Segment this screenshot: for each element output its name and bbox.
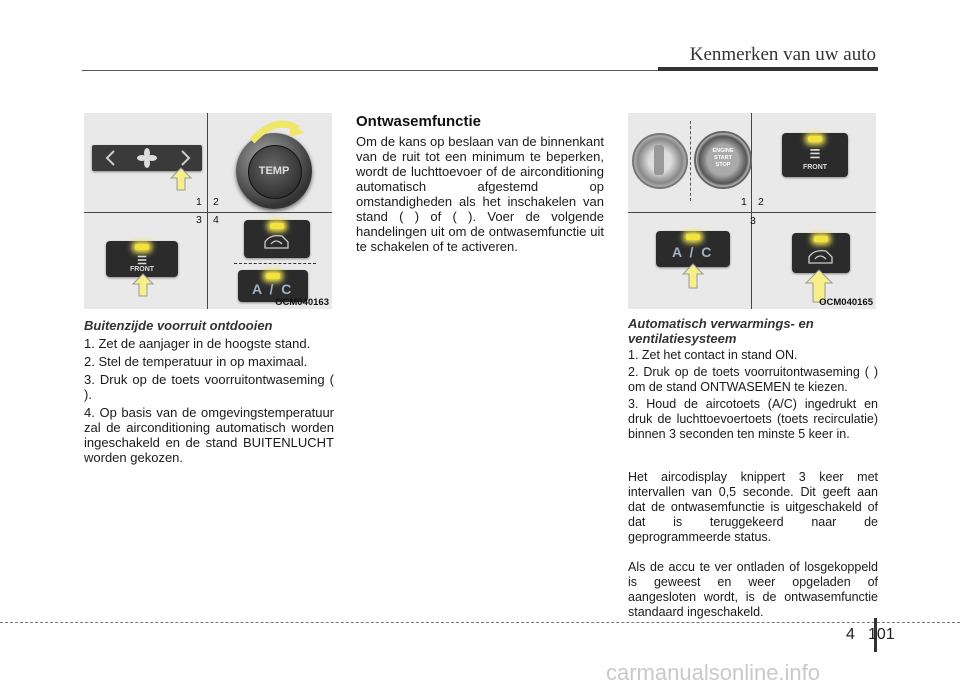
led-indicator [135, 244, 149, 250]
step-item: 4. Op basis van de omgevingstemperatuur zal de airconditioning automatisch worden ingeschakeld en de stand BUITENLUCHT worden gekozen. [84, 405, 334, 465]
led-indicator [266, 273, 280, 279]
defrost-icon: ☰ [137, 255, 147, 267]
figure-number-4: 4 [213, 214, 219, 226]
separator-dashed [234, 263, 316, 264]
footer-rule [0, 622, 960, 623]
rotate-arrow-icon [246, 115, 306, 145]
steps-list [628, 348, 878, 442]
ignition-switch [632, 133, 688, 189]
section-heading: Ontwasemfunctie [356, 113, 482, 130]
figure-divider-h [84, 212, 332, 213]
step-item: 1. Zet het contact in stand ON. [628, 348, 798, 362]
front-defrost-button [106, 241, 178, 277]
page-header-title: Kenmerken van uw auto [689, 44, 876, 65]
step-item: 2. Druk op de toets voorruitontwaseming ( ) om de stand ONTWASEMEN te kiezen. [628, 365, 878, 394]
figure-number-3: 3 [750, 215, 756, 227]
paragraph: Het aircodisplay knippert 3 keer met intervallen van 0,5 seconde. Dit geeft aan dat de ontwasemfunctie is uitgeschakeld of dat is teruggekeerd naar de geprogrammeerde status. [628, 470, 878, 544]
figure-divider-v [751, 113, 752, 309]
recirculation-button [792, 233, 850, 273]
figure-code: OCM040163 [275, 297, 329, 308]
figure-divider-h [628, 212, 876, 213]
defrost-icon: ☰ [809, 147, 821, 161]
engine-start-stop-label: ENGINE START STOP [712, 148, 734, 168]
ac-label: A / C [252, 281, 294, 297]
ac-button [656, 231, 730, 267]
ac-label: A / C [672, 244, 714, 260]
steps-list [84, 336, 334, 465]
step-item: 3. Houd de aircotoets (A/C) ingedrukt en druk de luchttoevoertoets (toets recirculatie) binnen 3 seconden ten minste 5 keer in. [628, 397, 878, 441]
paragraph: Als de accu te ver ontladen of losgekoppeld is geweest en weer opgeladen of aangesloten wordt, is de ontwasemfunctie standaard ingeschakeld. [628, 560, 878, 619]
figure-number-3: 3 [196, 214, 202, 226]
front-defrost-button [782, 133, 848, 177]
section-body: Om de kans op beslaan van de binnenkant van de ruit tot een minimum te beperken, wordt de luchttoevoer of de airconditioning automatisch afgestemd op omstandigheden als het inschakelen van stand ( ) of ( ). Voer de volgende handelingen uit om de ontwasemfunctie uit te schakelen of te activeren. [356, 134, 604, 254]
page-number-value: 101 [868, 626, 895, 643]
figure-number-2: 2 [758, 196, 764, 208]
recirculation-button [244, 220, 310, 258]
figure-number-1: 1 [196, 196, 202, 208]
recirculation-icon [806, 247, 836, 267]
separator-dashed [690, 121, 691, 201]
figure-divider-v [207, 113, 208, 309]
step-item: 3. Druk op de toets voorruitontwaseming ( ). [84, 372, 334, 402]
arrow-up-icon [170, 167, 192, 191]
temp-label: TEMP [258, 165, 290, 177]
engine-start-stop-button [694, 131, 752, 189]
figure-number-2: 2 [213, 196, 219, 208]
section-caption: Automatisch verwarmings- en ventilatiesysteem [628, 316, 814, 346]
header-rule-accent [658, 67, 878, 71]
step-item: 2. Stel de temperatuur in op maximaal. [84, 354, 308, 369]
watermark: carmanualsonline.info [606, 660, 821, 685]
led-indicator [814, 236, 828, 242]
led-indicator [270, 223, 284, 229]
page-number [846, 626, 895, 644]
recirculation-icon [262, 232, 292, 252]
led-indicator [808, 136, 822, 142]
figure-right [628, 113, 876, 309]
section-caption: Buitenzijde voorruit ontdooien [84, 318, 273, 333]
front-label: FRONT [802, 164, 828, 171]
figure-left [84, 113, 332, 309]
figure-number-1: 1 [741, 196, 747, 208]
led-indicator [686, 234, 700, 240]
figure-code: OCM040165 [819, 297, 873, 308]
step-item: 1. Zet de aanjager in de hoogste stand. [84, 336, 311, 351]
front-label: FRONT [129, 266, 155, 273]
arrow-up-icon [682, 263, 704, 289]
chapter-number: 4 [846, 626, 855, 643]
arrow-up-icon [132, 273, 154, 297]
